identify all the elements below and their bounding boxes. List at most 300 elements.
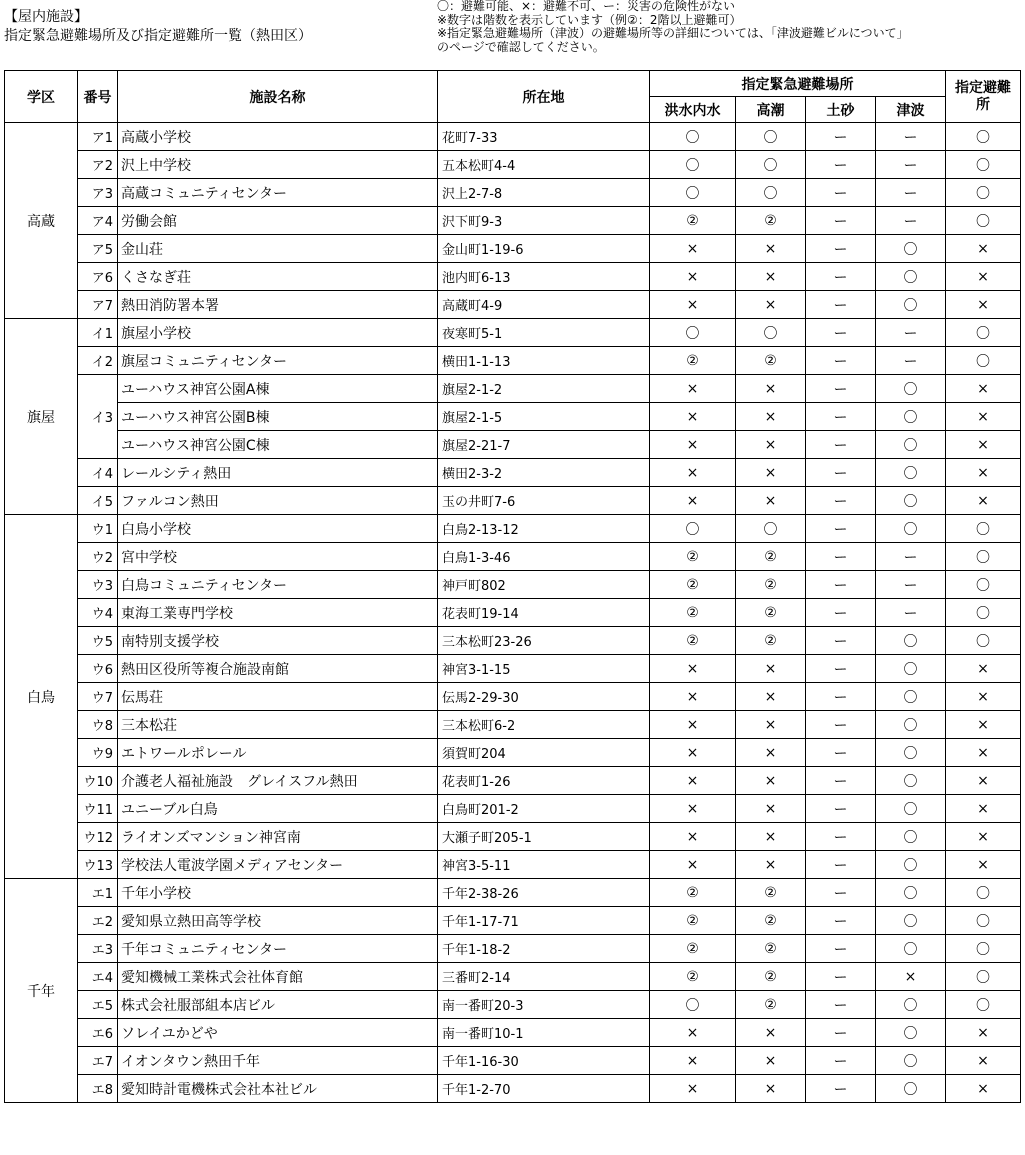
- landslide-cell: ー: [806, 655, 876, 683]
- table-row: [5, 347, 1021, 375]
- table-row: [5, 151, 1021, 179]
- facility-cell: 高蔵小学校: [118, 123, 438, 151]
- shelter-cell: ×: [946, 487, 1021, 515]
- table-row: [5, 459, 1021, 487]
- tsunami-cell: 〇: [876, 655, 946, 683]
- table-row: [5, 711, 1021, 739]
- landslide-cell: ー: [806, 851, 876, 879]
- tsunami-cell: 〇: [876, 991, 946, 1019]
- flood-cell: ×: [650, 459, 736, 487]
- flood-cell: ②: [650, 879, 736, 907]
- facility-cell: 宮中学校: [118, 543, 438, 571]
- landslide-cell: ー: [806, 319, 876, 347]
- tsunami-cell: 〇: [876, 1047, 946, 1075]
- storm-surge-cell: ②: [736, 907, 806, 935]
- landslide-cell: ー: [806, 599, 876, 627]
- legend-notes: [437, 0, 909, 54]
- flood-cell: ×: [650, 823, 736, 851]
- shelter-cell: ×: [946, 823, 1021, 851]
- facility-cell: 愛知機械工業株式会社体育館: [118, 963, 438, 991]
- flood-cell: 〇: [650, 151, 736, 179]
- col-flood: 洪水内水: [650, 97, 736, 123]
- address-cell: 白鳥1-3-46: [438, 543, 650, 571]
- number-cell: ウ4: [78, 599, 118, 627]
- tsunami-cell: 〇: [876, 823, 946, 851]
- storm-surge-cell: ②: [736, 571, 806, 599]
- table-row: [5, 795, 1021, 823]
- shelter-cell: 〇: [946, 935, 1021, 963]
- col-shelter-label: 指定避難所: [955, 79, 1011, 113]
- landslide-cell: ー: [806, 627, 876, 655]
- storm-surge-cell: ×: [736, 1019, 806, 1047]
- number-cell: ウ8: [78, 711, 118, 739]
- table-row: [5, 291, 1021, 319]
- number-cell: ウ2: [78, 543, 118, 571]
- tsunami-cell: 〇: [876, 739, 946, 767]
- number-cell: ア7: [78, 291, 118, 319]
- flood-cell: ×: [650, 655, 736, 683]
- shelter-cell: ×: [946, 851, 1021, 879]
- landslide-cell: ー: [806, 1075, 876, 1103]
- flood-cell: ×: [650, 683, 736, 711]
- number-cell: ア4: [78, 207, 118, 235]
- number-cell: ウ11: [78, 795, 118, 823]
- tsunami-cell: ー: [876, 123, 946, 151]
- landslide-cell: ー: [806, 487, 876, 515]
- facility-cell: ファルコン熱田: [118, 487, 438, 515]
- tsunami-cell: 〇: [876, 711, 946, 739]
- address-cell: 白鳥2-13-12: [438, 515, 650, 543]
- storm-surge-cell: ×: [736, 739, 806, 767]
- landslide-cell: ー: [806, 515, 876, 543]
- district-cell: 白鳥: [5, 515, 78, 879]
- shelter-cell: ×: [946, 291, 1021, 319]
- shelter-cell: ×: [946, 683, 1021, 711]
- legend-note: ※数字は階数を表示しています（例②：2階以上避難可）: [437, 12, 742, 27]
- number-cell: エ6: [78, 1019, 118, 1047]
- landslide-cell: ー: [806, 991, 876, 1019]
- flood-cell: ②: [650, 907, 736, 935]
- storm-surge-cell: ②: [736, 963, 806, 991]
- storm-surge-cell: ×: [736, 431, 806, 459]
- storm-surge-cell: ×: [736, 795, 806, 823]
- storm-surge-cell: ②: [736, 991, 806, 1019]
- table-row: [5, 851, 1021, 879]
- facility-cell: 学校法人電波学園メディアセンター: [118, 851, 438, 879]
- address-cell: 高蔵町4-9: [438, 291, 650, 319]
- flood-cell: ②: [650, 627, 736, 655]
- table-row: [5, 767, 1021, 795]
- landslide-cell: ー: [806, 571, 876, 599]
- table-row: [5, 627, 1021, 655]
- address-cell: 千年2-38-26: [438, 879, 650, 907]
- flood-cell: ②: [650, 347, 736, 375]
- table-row: [5, 655, 1021, 683]
- table-row: [5, 1019, 1021, 1047]
- shelter-cell: 〇: [946, 207, 1021, 235]
- table-row: [5, 683, 1021, 711]
- legend-note: のページで確認してください。: [437, 39, 605, 54]
- shelter-cell: ×: [946, 1019, 1021, 1047]
- flood-cell: ②: [650, 543, 736, 571]
- facility-cell: 千年小学校: [118, 879, 438, 907]
- flood-cell: ②: [650, 571, 736, 599]
- facility-cell: 株式会社服部組本店ビル: [118, 991, 438, 1019]
- facility-cell: 熱田消防署本署: [118, 291, 438, 319]
- facility-cell: 愛知県立熱田高等学校: [118, 907, 438, 935]
- number-cell: イ2: [78, 347, 118, 375]
- flood-cell: ②: [650, 599, 736, 627]
- tsunami-cell: 〇: [876, 291, 946, 319]
- address-cell: 夜寒町5-1: [438, 319, 650, 347]
- address-cell: 神宮3-1-15: [438, 655, 650, 683]
- landslide-cell: ー: [806, 375, 876, 403]
- table-row: [5, 907, 1021, 935]
- facility-cell: 愛知時計電機株式会社本社ビル: [118, 1075, 438, 1103]
- tsunami-cell: 〇: [876, 459, 946, 487]
- number-cell: ア2: [78, 151, 118, 179]
- storm-surge-cell: ×: [736, 487, 806, 515]
- facility-cell: 熱田区役所等複合施設南館: [118, 655, 438, 683]
- storm-surge-cell: ×: [736, 851, 806, 879]
- storm-surge-cell: ×: [736, 375, 806, 403]
- tsunami-cell: 〇: [876, 1019, 946, 1047]
- facility-cell: イオンタウン熱田千年: [118, 1047, 438, 1075]
- number-cell: ア5: [78, 235, 118, 263]
- number-cell: ア6: [78, 263, 118, 291]
- table-row: [5, 263, 1021, 291]
- address-cell: 沢上2-7-8: [438, 179, 650, 207]
- number-cell: ウ12: [78, 823, 118, 851]
- storm-surge-cell: ×: [736, 235, 806, 263]
- storm-surge-cell: ②: [736, 207, 806, 235]
- table-row: [5, 963, 1021, 991]
- landslide-cell: ー: [806, 935, 876, 963]
- flood-cell: ×: [650, 1047, 736, 1075]
- number-cell: エ3: [78, 935, 118, 963]
- tsunami-cell: 〇: [876, 851, 946, 879]
- table-body: [5, 123, 1021, 1103]
- address-cell: 三本松町23-26: [438, 627, 650, 655]
- table-row: [5, 515, 1021, 543]
- flood-cell: ×: [650, 487, 736, 515]
- address-cell: 旗屋2-1-5: [438, 403, 650, 431]
- table-row: [5, 235, 1021, 263]
- storm-surge-cell: ②: [736, 627, 806, 655]
- landslide-cell: ー: [806, 347, 876, 375]
- storm-surge-cell: ②: [736, 879, 806, 907]
- facility-cell: ユーハウス神宮公園C棟: [118, 431, 438, 459]
- storm-surge-cell: ×: [736, 459, 806, 487]
- tsunami-cell: ー: [876, 179, 946, 207]
- address-cell: 白鳥町201-2: [438, 795, 650, 823]
- storm-surge-cell: ×: [736, 711, 806, 739]
- landslide-cell: ー: [806, 123, 876, 151]
- address-cell: 沢下町9-3: [438, 207, 650, 235]
- address-cell: 千年1-18-2: [438, 935, 650, 963]
- storm-surge-cell: ×: [736, 767, 806, 795]
- table-row: [5, 543, 1021, 571]
- flood-cell: ×: [650, 1075, 736, 1103]
- landslide-cell: ー: [806, 291, 876, 319]
- address-cell: 千年1-17-71: [438, 907, 650, 935]
- landslide-cell: ー: [806, 543, 876, 571]
- facility-cell: ユーハウス神宮公園B棟: [118, 403, 438, 431]
- number-cell: ウ5: [78, 627, 118, 655]
- number-cell: エ5: [78, 991, 118, 1019]
- shelter-cell: ×: [946, 235, 1021, 263]
- storm-surge-cell: ×: [736, 655, 806, 683]
- storm-surge-cell: 〇: [736, 515, 806, 543]
- storm-surge-cell: ×: [736, 1047, 806, 1075]
- facility-cell: ソレイユかどや: [118, 1019, 438, 1047]
- address-cell: 旗屋2-21-7: [438, 431, 650, 459]
- number-cell: ウ10: [78, 767, 118, 795]
- tsunami-cell: 〇: [876, 375, 946, 403]
- flood-cell: ②: [650, 935, 736, 963]
- facility-cell: 旗屋小学校: [118, 319, 438, 347]
- flood-cell: ×: [650, 767, 736, 795]
- table-row: [5, 319, 1021, 347]
- storm-surge-cell: ×: [736, 823, 806, 851]
- flood-cell: ×: [650, 291, 736, 319]
- storm-surge-cell: 〇: [736, 179, 806, 207]
- shelter-cell: 〇: [946, 543, 1021, 571]
- shelter-table: [4, 70, 1021, 1103]
- flood-cell: ×: [650, 795, 736, 823]
- tsunami-cell: 〇: [876, 935, 946, 963]
- number-cell: ア3: [78, 179, 118, 207]
- landslide-cell: ー: [806, 739, 876, 767]
- facility-cell: 介護老人福祉施設 グレイスフル熱田: [118, 767, 438, 795]
- storm-surge-cell: 〇: [736, 319, 806, 347]
- facility-cell: 労働会館: [118, 207, 438, 235]
- number-cell: ウ1: [78, 515, 118, 543]
- landslide-cell: ー: [806, 1047, 876, 1075]
- storm-surge-cell: ×: [736, 683, 806, 711]
- shelter-cell: ×: [946, 767, 1021, 795]
- landslide-cell: ー: [806, 207, 876, 235]
- facility-cell: 伝馬荘: [118, 683, 438, 711]
- address-cell: 五本松町4-4: [438, 151, 650, 179]
- flood-cell: ×: [650, 1019, 736, 1047]
- tsunami-cell: ー: [876, 599, 946, 627]
- shelter-cell: 〇: [946, 599, 1021, 627]
- landslide-cell: ー: [806, 711, 876, 739]
- tsunami-cell: ー: [876, 151, 946, 179]
- number-cell: ウ7: [78, 683, 118, 711]
- table-row: [5, 571, 1021, 599]
- shelter-cell: ×: [946, 263, 1021, 291]
- tsunami-cell: 〇: [876, 235, 946, 263]
- facility-cell: 白鳥コミュニティセンター: [118, 571, 438, 599]
- table-row: [5, 403, 1021, 431]
- tsunami-cell: ー: [876, 207, 946, 235]
- shelter-cell: ×: [946, 739, 1021, 767]
- landslide-cell: ー: [806, 263, 876, 291]
- landslide-cell: ー: [806, 179, 876, 207]
- shelter-cell: 〇: [946, 991, 1021, 1019]
- storm-surge-cell: ②: [736, 543, 806, 571]
- facility-cell: 旗屋コミュニティセンター: [118, 347, 438, 375]
- shelter-cell: 〇: [946, 963, 1021, 991]
- flood-cell: ×: [650, 851, 736, 879]
- tsunami-cell: 〇: [876, 795, 946, 823]
- address-cell: 伝馬2-29-30: [438, 683, 650, 711]
- number-cell: ウ6: [78, 655, 118, 683]
- shelter-cell: ×: [946, 431, 1021, 459]
- number-cell: エ2: [78, 907, 118, 935]
- flood-cell: 〇: [650, 319, 736, 347]
- address-cell: 横田1-1-13: [438, 347, 650, 375]
- shelter-cell: 〇: [946, 151, 1021, 179]
- address-cell: 南一番町20-3: [438, 991, 650, 1019]
- number-cell: エ1: [78, 879, 118, 907]
- landslide-cell: ー: [806, 235, 876, 263]
- col-tsunami: 津波: [876, 97, 946, 123]
- storm-surge-cell: ×: [736, 263, 806, 291]
- shelter-cell: ×: [946, 403, 1021, 431]
- district-cell: 高蔵: [5, 123, 78, 319]
- col-landslide: 土砂: [806, 97, 876, 123]
- table-row: [5, 179, 1021, 207]
- address-cell: 大瀬子町205-1: [438, 823, 650, 851]
- flood-cell: 〇: [650, 123, 736, 151]
- table-row: [5, 739, 1021, 767]
- tsunami-cell: 〇: [876, 907, 946, 935]
- storm-surge-cell: ×: [736, 403, 806, 431]
- address-cell: 南一番町10-1: [438, 1019, 650, 1047]
- district-cell: 旗屋: [5, 319, 78, 515]
- facility-cell: くさなぎ荘: [118, 263, 438, 291]
- shelter-cell: 〇: [946, 879, 1021, 907]
- shelter-cell: 〇: [946, 347, 1021, 375]
- landslide-cell: ー: [806, 151, 876, 179]
- facility-cell: ライオンズマンション神宮南: [118, 823, 438, 851]
- shelter-cell: ×: [946, 1075, 1021, 1103]
- facility-cell: レールシティ熱田: [118, 459, 438, 487]
- tsunami-cell: ×: [876, 963, 946, 991]
- flood-cell: ×: [650, 235, 736, 263]
- storm-surge-cell: ②: [736, 347, 806, 375]
- number-cell: イ1: [78, 319, 118, 347]
- facility-cell: 沢上中学校: [118, 151, 438, 179]
- table-row: [5, 991, 1021, 1019]
- shelter-cell: ×: [946, 711, 1021, 739]
- col-district: 学区: [5, 71, 78, 123]
- flood-cell: ×: [650, 263, 736, 291]
- table-row: [5, 1075, 1021, 1103]
- landslide-cell: ー: [806, 879, 876, 907]
- col-address: 所在地: [438, 71, 650, 123]
- address-cell: 玉の井町7-6: [438, 487, 650, 515]
- address-cell: 神宮3-5-11: [438, 851, 650, 879]
- landslide-cell: ー: [806, 431, 876, 459]
- flood-cell: ×: [650, 739, 736, 767]
- table-row: [5, 823, 1021, 851]
- address-cell: 花表町19-14: [438, 599, 650, 627]
- facility-cell: 千年コミュニティセンター: [118, 935, 438, 963]
- tsunami-cell: 〇: [876, 403, 946, 431]
- landslide-cell: ー: [806, 795, 876, 823]
- tsunami-cell: 〇: [876, 431, 946, 459]
- address-cell: 池内町6-13: [438, 263, 650, 291]
- flood-cell: ②: [650, 207, 736, 235]
- facility-cell: ユーハウス神宮公園A棟: [118, 375, 438, 403]
- tsunami-cell: ー: [876, 347, 946, 375]
- address-cell: 三番町2-14: [438, 963, 650, 991]
- shelter-cell: 〇: [946, 907, 1021, 935]
- address-cell: 金山町1-19-6: [438, 235, 650, 263]
- facility-cell: 金山荘: [118, 235, 438, 263]
- tsunami-cell: ー: [876, 571, 946, 599]
- shelter-cell: 〇: [946, 515, 1021, 543]
- bracket-title: 【屋内施設】: [4, 9, 88, 25]
- tsunami-cell: 〇: [876, 1075, 946, 1103]
- flood-cell: ×: [650, 375, 736, 403]
- page-title: 指定緊急避難場所及び指定避難所一覧（熱田区）: [4, 28, 312, 44]
- col-number: 番号: [78, 71, 118, 123]
- table-row: [5, 487, 1021, 515]
- number-cell: イ3: [78, 375, 118, 459]
- facility-cell: 高蔵コミュニティセンター: [118, 179, 438, 207]
- table-row: [5, 599, 1021, 627]
- shelter-cell: 〇: [946, 319, 1021, 347]
- tsunami-cell: 〇: [876, 515, 946, 543]
- table-row: [5, 879, 1021, 907]
- landslide-cell: ー: [806, 683, 876, 711]
- table-row: [5, 1047, 1021, 1075]
- shelter-cell: ×: [946, 1047, 1021, 1075]
- number-cell: ア1: [78, 123, 118, 151]
- district-cell: 千年: [5, 879, 78, 1103]
- landslide-cell: ー: [806, 907, 876, 935]
- shelter-cell: 〇: [946, 123, 1021, 151]
- tsunami-cell: 〇: [876, 263, 946, 291]
- tsunami-cell: 〇: [876, 627, 946, 655]
- tsunami-cell: 〇: [876, 767, 946, 795]
- shelter-cell: ×: [946, 459, 1021, 487]
- storm-surge-cell: ×: [736, 291, 806, 319]
- col-emergency-group: 指定緊急避難場所: [650, 71, 946, 97]
- storm-surge-cell: 〇: [736, 151, 806, 179]
- shelter-cell: 〇: [946, 179, 1021, 207]
- number-cell: エ8: [78, 1075, 118, 1103]
- tsunami-cell: ー: [876, 319, 946, 347]
- landslide-cell: ー: [806, 1019, 876, 1047]
- document-header: [4, 8, 312, 46]
- number-cell: エ4: [78, 963, 118, 991]
- number-cell: ウ13: [78, 851, 118, 879]
- flood-cell: ②: [650, 963, 736, 991]
- address-cell: 神戸町802: [438, 571, 650, 599]
- address-cell: 花町7-33: [438, 123, 650, 151]
- facility-cell: 南特別支援学校: [118, 627, 438, 655]
- table-row: [5, 431, 1021, 459]
- legend-note: ※指定緊急避難場所（津波）の避難場所等の詳細については、「津波避難ビルについて」: [437, 26, 909, 40]
- address-cell: 須賀町204: [438, 739, 650, 767]
- table-row: [5, 935, 1021, 963]
- facility-cell: 三本松荘: [118, 711, 438, 739]
- storm-surge-cell: ×: [736, 1075, 806, 1103]
- flood-cell: ×: [650, 711, 736, 739]
- tsunami-cell: ー: [876, 543, 946, 571]
- flood-cell: ×: [650, 431, 736, 459]
- flood-cell: 〇: [650, 179, 736, 207]
- number-cell: イ4: [78, 459, 118, 487]
- col-shelter: [946, 71, 1021, 123]
- address-cell: 旗屋2-1-2: [438, 375, 650, 403]
